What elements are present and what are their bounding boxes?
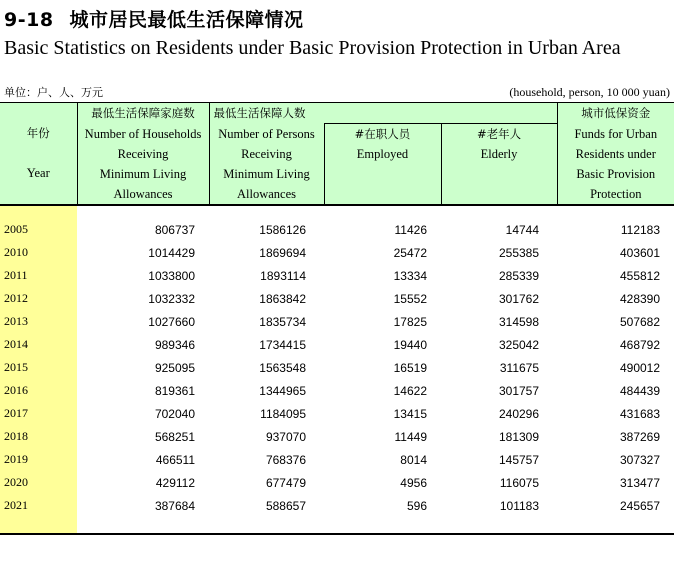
elderly-cell: 14744 — [505, 222, 540, 237]
year-cell: 2012 — [0, 287, 77, 310]
unit-label-cn: 单位：户、人、万元 — [4, 86, 103, 99]
year-cell: 2005 — [0, 218, 77, 241]
employed-cell: 13334 — [393, 268, 427, 283]
persons-cell: 768376 — [265, 452, 306, 467]
households-cell: 1014429 — [148, 245, 195, 260]
households-cell: 989346 — [154, 337, 195, 352]
funds-cell: 468792 — [619, 337, 661, 352]
elderly-header-cn: #老年人 — [476, 127, 522, 141]
table-row — [0, 402, 674, 425]
elderly-cell: 145757 — [498, 452, 540, 467]
year-cell: 2015 — [0, 356, 77, 379]
table-row — [0, 494, 674, 517]
year-cell: 2016 — [0, 379, 77, 402]
persons-header-en: Number of Persons Receiving Minimum Living Allowances — [209, 124, 324, 206]
funds-cell: 428390 — [619, 291, 661, 306]
employed-cell: 15552 — [393, 291, 427, 306]
table-row — [0, 310, 674, 333]
funds-cell: 245657 — [619, 498, 661, 513]
elderly-header-en: Elderly — [480, 147, 518, 161]
persons-cell: 937070 — [265, 429, 306, 444]
employed-header-cn: #在职人员 — [354, 127, 411, 141]
households-header-cn: 最低生活保障家庭数 — [77, 103, 209, 124]
employed-cell: 4956 — [400, 475, 427, 490]
year-cell: 2010 — [0, 241, 77, 264]
funds-cell: 313477 — [619, 475, 661, 490]
funds-cell: 507682 — [619, 314, 661, 329]
table-row — [0, 287, 674, 310]
households-cell: 819361 — [154, 383, 195, 398]
funds-cell: 112183 — [620, 222, 661, 237]
year-cell: 2020 — [0, 471, 77, 494]
elderly-cell: 311675 — [499, 360, 540, 375]
year-cell: 2017 — [0, 402, 77, 425]
statistics-table — [0, 102, 674, 535]
households-cell: 702040 — [154, 406, 195, 421]
persons-cell: 588657 — [265, 498, 306, 513]
year-cell: 2011 — [0, 264, 77, 287]
unit-label-en: (household, person, 10 000 yuan) — [509, 85, 670, 99]
table-row — [0, 379, 674, 402]
elderly-cell: 325042 — [498, 337, 540, 352]
elderly-cell: 255385 — [498, 245, 540, 260]
funds-cell: 484439 — [619, 383, 661, 398]
households-cell: 466511 — [155, 452, 195, 467]
elderly-cell: 301762 — [498, 291, 540, 306]
employed-header — [324, 124, 441, 206]
persons-cell: 1863842 — [259, 291, 306, 306]
page-title-en: Basic Statistics on Residents under Basic Provision Protection in Urban Area — [4, 37, 621, 59]
households-cell: 387684 — [154, 498, 195, 513]
elderly-cell: 240296 — [498, 406, 540, 421]
funds-cell: 387269 — [619, 429, 661, 444]
households-cell: 1032332 — [148, 291, 195, 306]
persons-cell: 1869694 — [259, 245, 306, 260]
funds-cell: 403601 — [619, 245, 661, 260]
employed-cell: 11426 — [394, 222, 427, 237]
elderly-cell: 285339 — [498, 268, 540, 283]
table-row — [0, 218, 674, 241]
persons-cell: 1893114 — [260, 268, 306, 283]
table-row — [0, 264, 674, 287]
employed-cell: 596 — [406, 498, 427, 513]
persons-header-cn: 最低生活保障人数 — [209, 103, 557, 124]
employed-cell: 14622 — [393, 383, 427, 398]
table-row — [0, 471, 674, 494]
year-header — [0, 103, 77, 206]
persons-cell: 1184095 — [260, 406, 306, 421]
employed-cell: 16519 — [393, 360, 427, 375]
table-body — [0, 205, 674, 534]
elderly-cell: 181309 — [498, 429, 540, 444]
table-row — [0, 448, 674, 471]
persons-cell: 1344965 — [259, 383, 306, 398]
elderly-header — [441, 124, 557, 206]
funds-header-cn: 城市低保资金 — [557, 103, 674, 124]
table-row — [0, 425, 674, 448]
persons-cell: 1734415 — [259, 337, 306, 352]
employed-cell: 11449 — [394, 429, 427, 444]
table-row — [0, 333, 674, 356]
year-header-en: Year — [26, 166, 50, 180]
elderly-cell: 301757 — [498, 383, 540, 398]
year-cell: 2021 — [0, 494, 77, 517]
table-row — [0, 241, 674, 264]
elderly-cell: 101183 — [499, 498, 540, 513]
employed-cell: 19440 — [393, 337, 427, 352]
year-header-cn: 年份 — [26, 126, 50, 140]
elderly-cell: 314598 — [498, 314, 540, 329]
funds-cell: 455812 — [619, 268, 661, 283]
year-cell: 2018 — [0, 425, 77, 448]
funds-cell: 431683 — [619, 406, 661, 421]
year-cell: 2014 — [0, 333, 77, 356]
households-header-en: Number of Households Receiving Minimum Living Allowances — [77, 124, 209, 206]
funds-header-en: Funds for Urban Residents under Basic Provision Protection — [557, 124, 674, 206]
elderly-cell: 116075 — [499, 475, 540, 490]
funds-cell: 307327 — [619, 452, 661, 467]
households-cell: 568251 — [154, 429, 195, 444]
households-cell: 1027660 — [148, 314, 195, 329]
employed-header-en: Employed — [356, 147, 409, 161]
households-cell: 1033800 — [148, 268, 195, 283]
page-title-cn — [4, 5, 304, 32]
title-cn-text: 城市居民最低生活保障情况 — [69, 9, 304, 31]
year-cell: 2019 — [0, 448, 77, 471]
persons-cell: 677479 — [265, 475, 306, 490]
employed-cell: 17825 — [393, 314, 427, 329]
households-cell: 925095 — [154, 360, 195, 375]
persons-cell: 1563548 — [259, 360, 306, 375]
households-cell: 806737 — [154, 222, 195, 237]
employed-cell: 25472 — [393, 245, 427, 260]
funds-cell: 490012 — [619, 360, 661, 375]
persons-cell: 1586126 — [259, 222, 306, 237]
persons-cell: 1835734 — [259, 314, 306, 329]
table-row — [0, 356, 674, 379]
table-number: 9-18 — [4, 9, 54, 31]
employed-cell: 13415 — [393, 406, 427, 421]
employed-cell: 8014 — [400, 452, 427, 467]
year-cell: 2013 — [0, 310, 77, 333]
households-cell: 429112 — [155, 475, 195, 490]
